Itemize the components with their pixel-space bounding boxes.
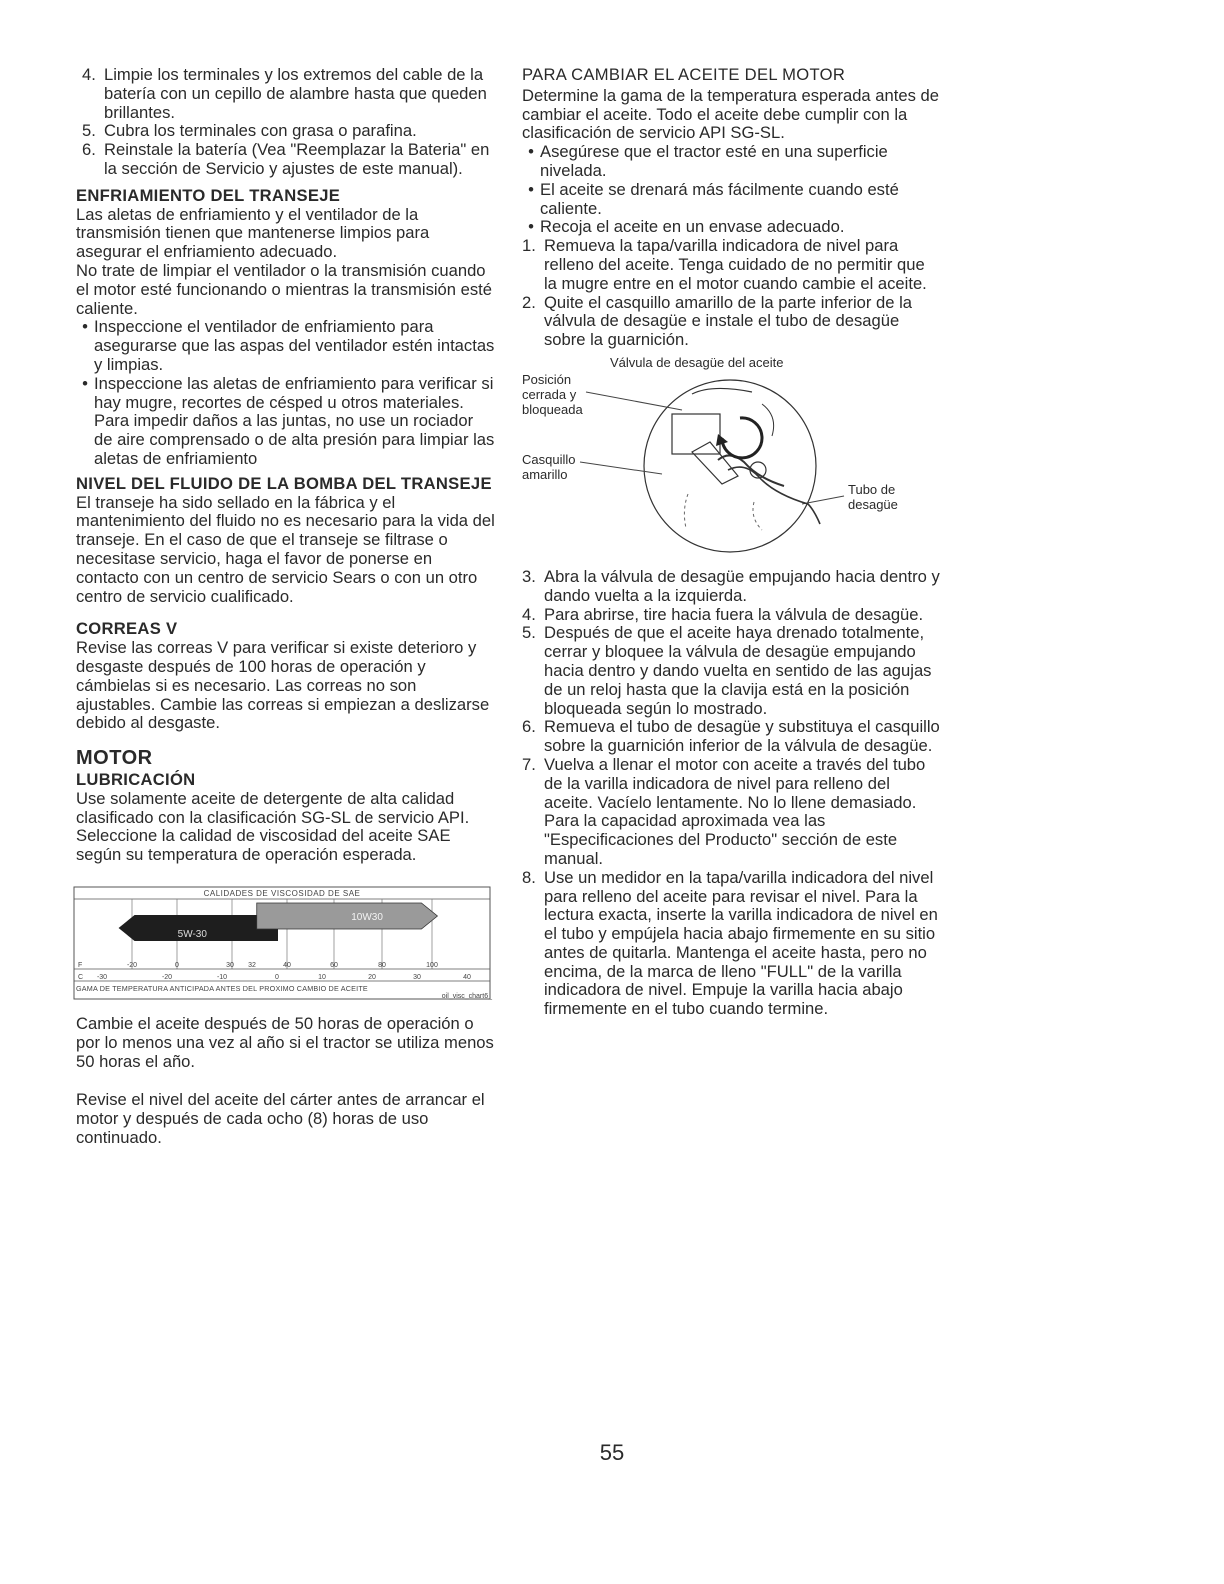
drain-valve-illustration	[522, 354, 942, 562]
step-text: Remueva la tapa/varilla indicadora de nivel para relleno del aceite. Tenga cuidado de no permitir que la mugre entre en el motor cuando cambie el aceite.	[544, 236, 927, 293]
oil-step-2	[522, 294, 942, 350]
oil-bullet-2	[522, 181, 942, 219]
chart-xlabel: GAMA DE TEMPERATURA ANTICIPADA ANTES DEL PROXIMO CAMBIO DE ACEITE	[76, 984, 368, 994]
bullet-icon: •	[528, 179, 534, 199]
step-number: 5.	[82, 121, 96, 141]
step-text: Vuelva a llenar el motor con aceite a través del tubo de la varilla indicadora de nivel para relleno del aceite. Vacíelo lentamente. No lo llene demasiado. Para la capacidad aproximada vea las "Especificaciones del Producto" sección de este manual.	[544, 754, 926, 868]
change-oil-heading: PARA CAMBIAR EL ACEITE DEL MOTOR	[522, 65, 846, 84]
oil-step-7	[522, 756, 942, 869]
series-bar-10w30	[257, 903, 438, 929]
viscosity-chart-svg	[72, 885, 492, 1005]
chart-code: oil_visc_chart6_	[441, 993, 492, 1001]
step-text: Limpie los terminales y los extremos del cable de la batería con un cepillo de alambre hasta que queden brillantes.	[104, 65, 487, 122]
label-drain-tube: Tubo de desagüe	[848, 481, 898, 512]
viscosity-chart	[72, 885, 492, 1005]
f-tick-label: -20	[126, 962, 138, 970]
f-tick-label: 32	[248, 962, 256, 970]
step-number: 6.	[522, 717, 536, 737]
c-tick-label: 20	[368, 974, 376, 982]
f-tick-label: 60	[330, 962, 338, 970]
figure-title: Válvula de desagüe del aceite	[610, 354, 784, 370]
c-tick-label: -20	[161, 974, 173, 982]
bullet-icon: •	[528, 217, 534, 237]
oil-change-paragraph: Cambie el aceite después de 50 horas de operación o por lo menos una vez al año si el tractor se utiliza menos 50 horas el año.	[76, 1014, 494, 1071]
right-column	[522, 66, 942, 1019]
lubrication-paragraph: Use solamente aceite de detergente de alta calidad clasificado con la clasificación SG-SL de servicio API. Seleccione la calidad de viscosidad del aceite SAE según su temperatura de operación esperada.	[76, 788, 470, 865]
step-text: Use un medidor en la tapa/varilla indicadora del nivel para relleno del aceite para revisar el nivel. Para la lectura exacta, inserte la varilla indicadora de nivel en el tubo y empújela hacia abajo firmemente en su sitio antes de quitarla. Mantenga el aceite hasta, pero no encima, de la marca de lleno "FULL" de la varilla indicadora de nivel. Empuje la varilla hacia abajo firmemente en el tubo cuando termine.	[544, 867, 938, 1019]
bullet-icon: •	[82, 373, 88, 393]
f-axis-label: F	[78, 962, 83, 970]
cooling-paragraph-1: Las aletas de enfriamiento y el ventilador de la transmisión tienen que mantenerse limpios para asegurar el enfriamiento adecuado.	[76, 204, 430, 262]
label-closed-position: Posición cerrada y bloqueada	[522, 371, 583, 417]
bullet-icon: •	[82, 317, 88, 337]
oil-step-8	[522, 869, 942, 1019]
oil-bullet-3	[522, 218, 942, 237]
oil-bullet-1	[522, 143, 942, 181]
step-text: Cubra los terminales con grasa o parafina.	[104, 121, 417, 141]
step-number: 5.	[522, 623, 536, 643]
cooling-bullet-2	[76, 375, 496, 469]
c-axis-label: C	[78, 974, 84, 982]
f-tick-label: 80	[378, 962, 386, 970]
label-yellow-cap: Casquillo amarillo	[522, 451, 576, 482]
c-tick-label: 0	[275, 974, 279, 982]
pump-heading: NIVEL DEL FLUIDO DE LA BOMBA DEL TRANSEJE	[76, 473, 492, 493]
step-number: 1.	[522, 236, 536, 256]
bullet-text: Recoja el aceite en un envase adecuado.	[540, 217, 845, 237]
cooling-bullet-1	[76, 318, 496, 374]
f-tick-label: 100	[426, 962, 438, 970]
step-number: 2.	[522, 292, 536, 312]
left-column	[76, 66, 496, 1148]
oil-step-6	[522, 718, 942, 756]
bullet-text: El aceite se drenará más fácilmente cuando esté caliente.	[540, 179, 899, 218]
step-text: Quite el casquillo amarillo de la parte inferior de la válvula de desagüe e instale el tubo de desagüe sobre la guarnición.	[544, 292, 913, 350]
oil-step-3	[522, 568, 942, 606]
f-tick-label: 30	[226, 962, 234, 970]
change-oil-intro: Determine la gama de la temperatura esperada antes de cambiar el aceite. Todo el aceite debe cumplir con la clasificación de servicio API SG-SL.	[522, 85, 939, 143]
cooling-heading: ENFRIAMIENTO DEL TRANSEJE	[76, 185, 341, 205]
step-text: Abra la válvula de desagüe empujando hacia dentro y dando vuelta a la izquierda.	[544, 566, 940, 605]
lubrication-heading: LUBRICACIÓN	[76, 770, 196, 790]
pump-paragraph: El transeje ha sido sellado en la fábrica y el mantenimiento del fluido no es necesario para la vida del transeje. En el caso de que el transeje se filtrase o necesitase servicio, haga el favor de ponerse en contacto con un centro de servicio Sears o con un otro centro de servicio cualificado.	[76, 492, 495, 606]
cooling-paragraph-2: No trate de limpiar el ventilador o la transmisión cuando el motor esté funcionando o mientras la transmisión esté caliente.	[76, 260, 492, 318]
oil-step-1	[522, 237, 942, 293]
step-text: Reinstale la batería (Vea "Reemplazar la Bateria" en la sección de Servicio y ajustes de este manual).	[104, 140, 490, 178]
series-label-10w30: 10W30	[351, 912, 383, 924]
page-number: 55	[599, 1440, 625, 1465]
belts-heading: CORREAS V	[76, 619, 178, 639]
chart-title: CALIDADES DE VISCOSIDAD DE SAE	[203, 889, 361, 899]
f-tick-label: 40	[283, 962, 291, 970]
drain-valve-figure	[522, 354, 942, 562]
battery-step-6	[76, 141, 496, 179]
step-number: 8.	[522, 867, 536, 887]
bullet-text: Inspeccione el ventilador de enfriamiento para asegurarse que las aspas del ventilador estén intactas y limpias.	[94, 317, 495, 374]
series-label-5w30: 5W-30	[177, 929, 207, 941]
bullet-icon: •	[528, 142, 534, 162]
bullet-text: Asegúrese que el tractor esté en una superficie nivelada.	[540, 142, 888, 180]
step-text: Para abrirse, tire hacia fuera la válvula de desagüe.	[544, 604, 924, 624]
c-tick-label: -10	[216, 974, 228, 982]
f-tick-label: 0	[175, 962, 179, 970]
battery-step-4	[76, 66, 496, 122]
c-tick-label: 40	[463, 974, 471, 982]
step-number: 4.	[82, 65, 96, 84]
step-text: Después de que el aceite haya drenado totalmente, cerrar y bloquee la válvula de desagüe empujando hacia dentro y dando vuelta en sentido de las agujas de un reloj hasta que la clavija está en la posición bloqueada según lo mostrado.	[544, 623, 932, 718]
step-number: 7.	[522, 754, 536, 774]
step-number: 6.	[82, 140, 96, 160]
belts-paragraph: Revise las correas V para verificar si existe deterioro y desgaste después de 100 horas de operación y cámbielas si es necesario. Las correas no son ajustables. Cambie las correas si empiezan a deslizarse debido al desgaste.	[76, 638, 490, 733]
c-tick-label: -30	[96, 974, 108, 982]
c-tick-label: 30	[413, 974, 421, 982]
c-tick-label: 10	[318, 974, 326, 982]
oil-check-paragraph: Revise el nivel del aceite del cárter antes de arrancar el motor y después de cada ocho (8) horas de uso continuado.	[76, 1090, 485, 1148]
oil-step-5	[522, 624, 942, 718]
battery-step-5	[76, 122, 496, 141]
oil-step-4	[522, 606, 942, 625]
step-number: 4.	[522, 604, 536, 624]
bullet-text: Inspeccione las aletas de enfriamiento para verificar si hay mugre, recortes de césped u otros materiales. Para impedir daños a las juntas, no use un rociador de aire comprensado o de alta presión para limpiar las aletas de enfriamiento	[94, 373, 495, 468]
step-text: Remueva el tubo de desagüe y substituya el casquillo sobre la guarnición inferior de la válvula de desagüe.	[544, 717, 940, 756]
motor-heading: MOTOR	[76, 747, 153, 770]
step-number: 3.	[522, 566, 536, 586]
